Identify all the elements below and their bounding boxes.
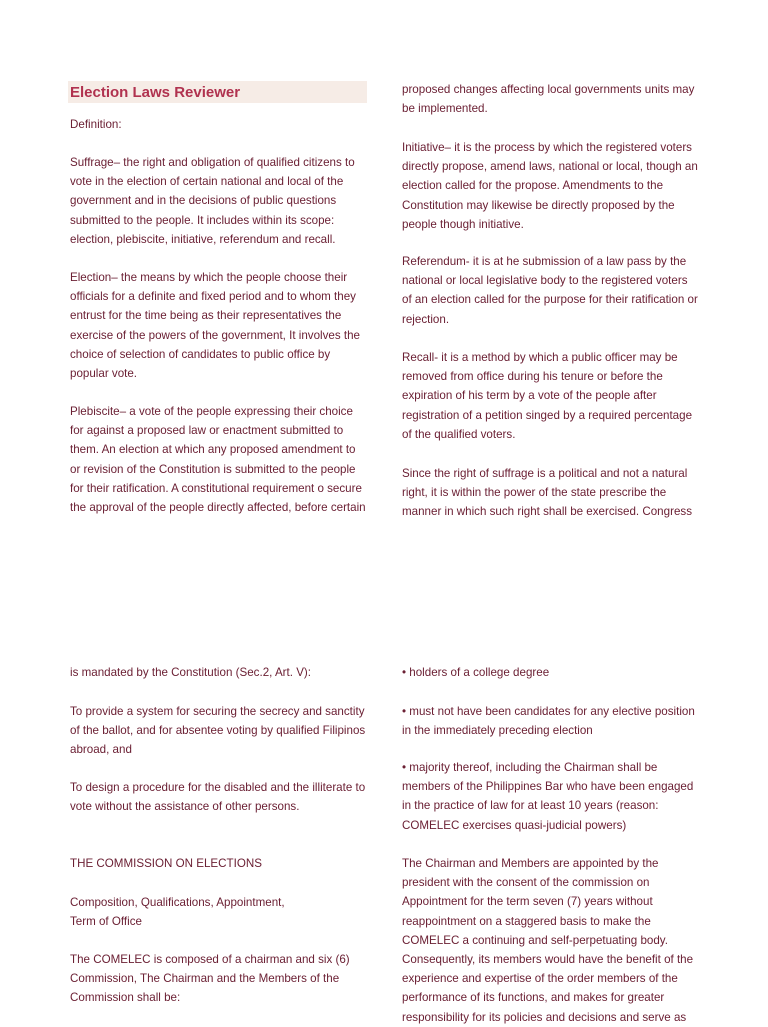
paragraph-suffrage: Suffrage– the right and obligation of qualified citizens to vote in the election of certain national and local of the government and in the decisions of public questions submitted to the people. It includes within its scope: election, plebiscite, initiative, referendum and recall. xyxy=(70,156,355,246)
paragraph-disabled: To design a procedure for the disabled and the illiterate to vote without the assistance of other persons. xyxy=(70,781,366,814)
page1-left-plebiscite xyxy=(70,402,370,517)
paragraph-election: Election– the means by which the people choose their officials for a definite and fixed period and to whom they entrust for the time being as their representatives the exercise of the powers of the government, It involves the choice of selection of candidates to public office by popular vote. xyxy=(70,271,360,381)
paragraph-continuation: proposed changes affecting local governments units may be implemented. xyxy=(402,83,695,116)
page1-left-election xyxy=(70,268,370,383)
page2-right-appointment xyxy=(402,854,702,1027)
page1-right-referendum xyxy=(402,252,702,329)
bullet-majority-bar: • majority thereof, including the Chairman shall be members of the Philippines Bar who have been engaged in the practice of law for at least 10 years (reason: COMELEC exercises quasi-judicial powers) xyxy=(402,761,694,832)
document-title: Election Laws Reviewer xyxy=(70,84,241,101)
page2-left-disabled xyxy=(70,778,370,816)
page1-right-recall xyxy=(402,348,702,444)
page2-left-secrecy xyxy=(70,702,370,760)
bullet-not-candidates: • must not have been candidates for any elective position in the immediately preceding election xyxy=(402,705,695,738)
paragraph-initiative: Initiative– it is the process by which the registered voters directly propose, amend laws, national or local, though an election called for the propose. Amendments to the Constitution may likewise be directly proposed by the people though initiative. xyxy=(402,141,698,231)
page2-left-heading xyxy=(70,854,370,873)
paragraph-mandate: is mandated by the Constitution (Sec.2, Art. V): xyxy=(70,666,312,679)
paragraph-recall: Recall- it is a method by which a public officer may be removed from office during his tenure or before the expiration of his term by a vote of the people after registration of a petition singed by a required percentage of the qualified voters. xyxy=(402,351,693,441)
page2-right-majority xyxy=(402,758,702,835)
bullet-college-degree: • holders of a college degree xyxy=(402,666,550,679)
section-heading: THE COMMISSION ON ELECTIONS xyxy=(70,857,262,870)
page1-left-suffrage xyxy=(70,153,370,249)
paragraph-referendum: Referendum- it is at he submission of a law pass by the national or local legislative body to the registered voters of an election called for the purpose for their ratification or rejection. xyxy=(402,255,698,326)
page2-right-degree xyxy=(402,663,702,682)
page2-left-mandate xyxy=(70,663,370,682)
section-subheading: Composition, Qualifications, Appointment, Term of Office xyxy=(70,896,285,929)
paragraph-secrecy: To provide a system for securing the secrecy and sanctity of the ballot, and for absentee voting by qualified Filipinos abroad, and xyxy=(70,705,366,757)
page2-left-composition xyxy=(70,950,370,1008)
page1-left-column xyxy=(70,115,370,134)
page1-right-initiative xyxy=(402,138,702,234)
paragraph-definition: Definition: xyxy=(70,118,122,131)
paragraph-composition: The COMELEC is composed of a chairman and six (6) Commission, The Chairman and the Members of the Commission shall be: xyxy=(70,953,350,1005)
paragraph-appointment: The Chairman and Members are appointed by the president with the consent of the commission on Appointment for the term seven (7) years without reappointment on a staggered basis to make the COMELEC a continuing and self-perpetuating body. Consequently, its members would have the benefit of the experience and expertise of the order members of the performance of its functions, and makes for greater responsibility for its policies and decisions and serve as xyxy=(402,857,694,1024)
paragraph-plebiscite: Plebiscite– a vote of the people expressing their choice for against a proposed law or enactment submitted to them. An election at which any proposed amendment to or revision of the Constitution is submitted to the people for their ratification. A constitutional requirement o secure the approval of the people directly affected, before certain xyxy=(70,405,366,515)
page1-right-suffrage-right xyxy=(402,464,702,522)
page2-left-subheading xyxy=(70,893,370,931)
page2-right-candidates xyxy=(402,702,702,740)
page1-right-continuation xyxy=(402,80,702,118)
paragraph-suffrage-right: Since the right of suffrage is a political and not a natural right, it is within the power of the state prescribe the manner in which such right shall be exercised. Congress xyxy=(402,467,692,519)
